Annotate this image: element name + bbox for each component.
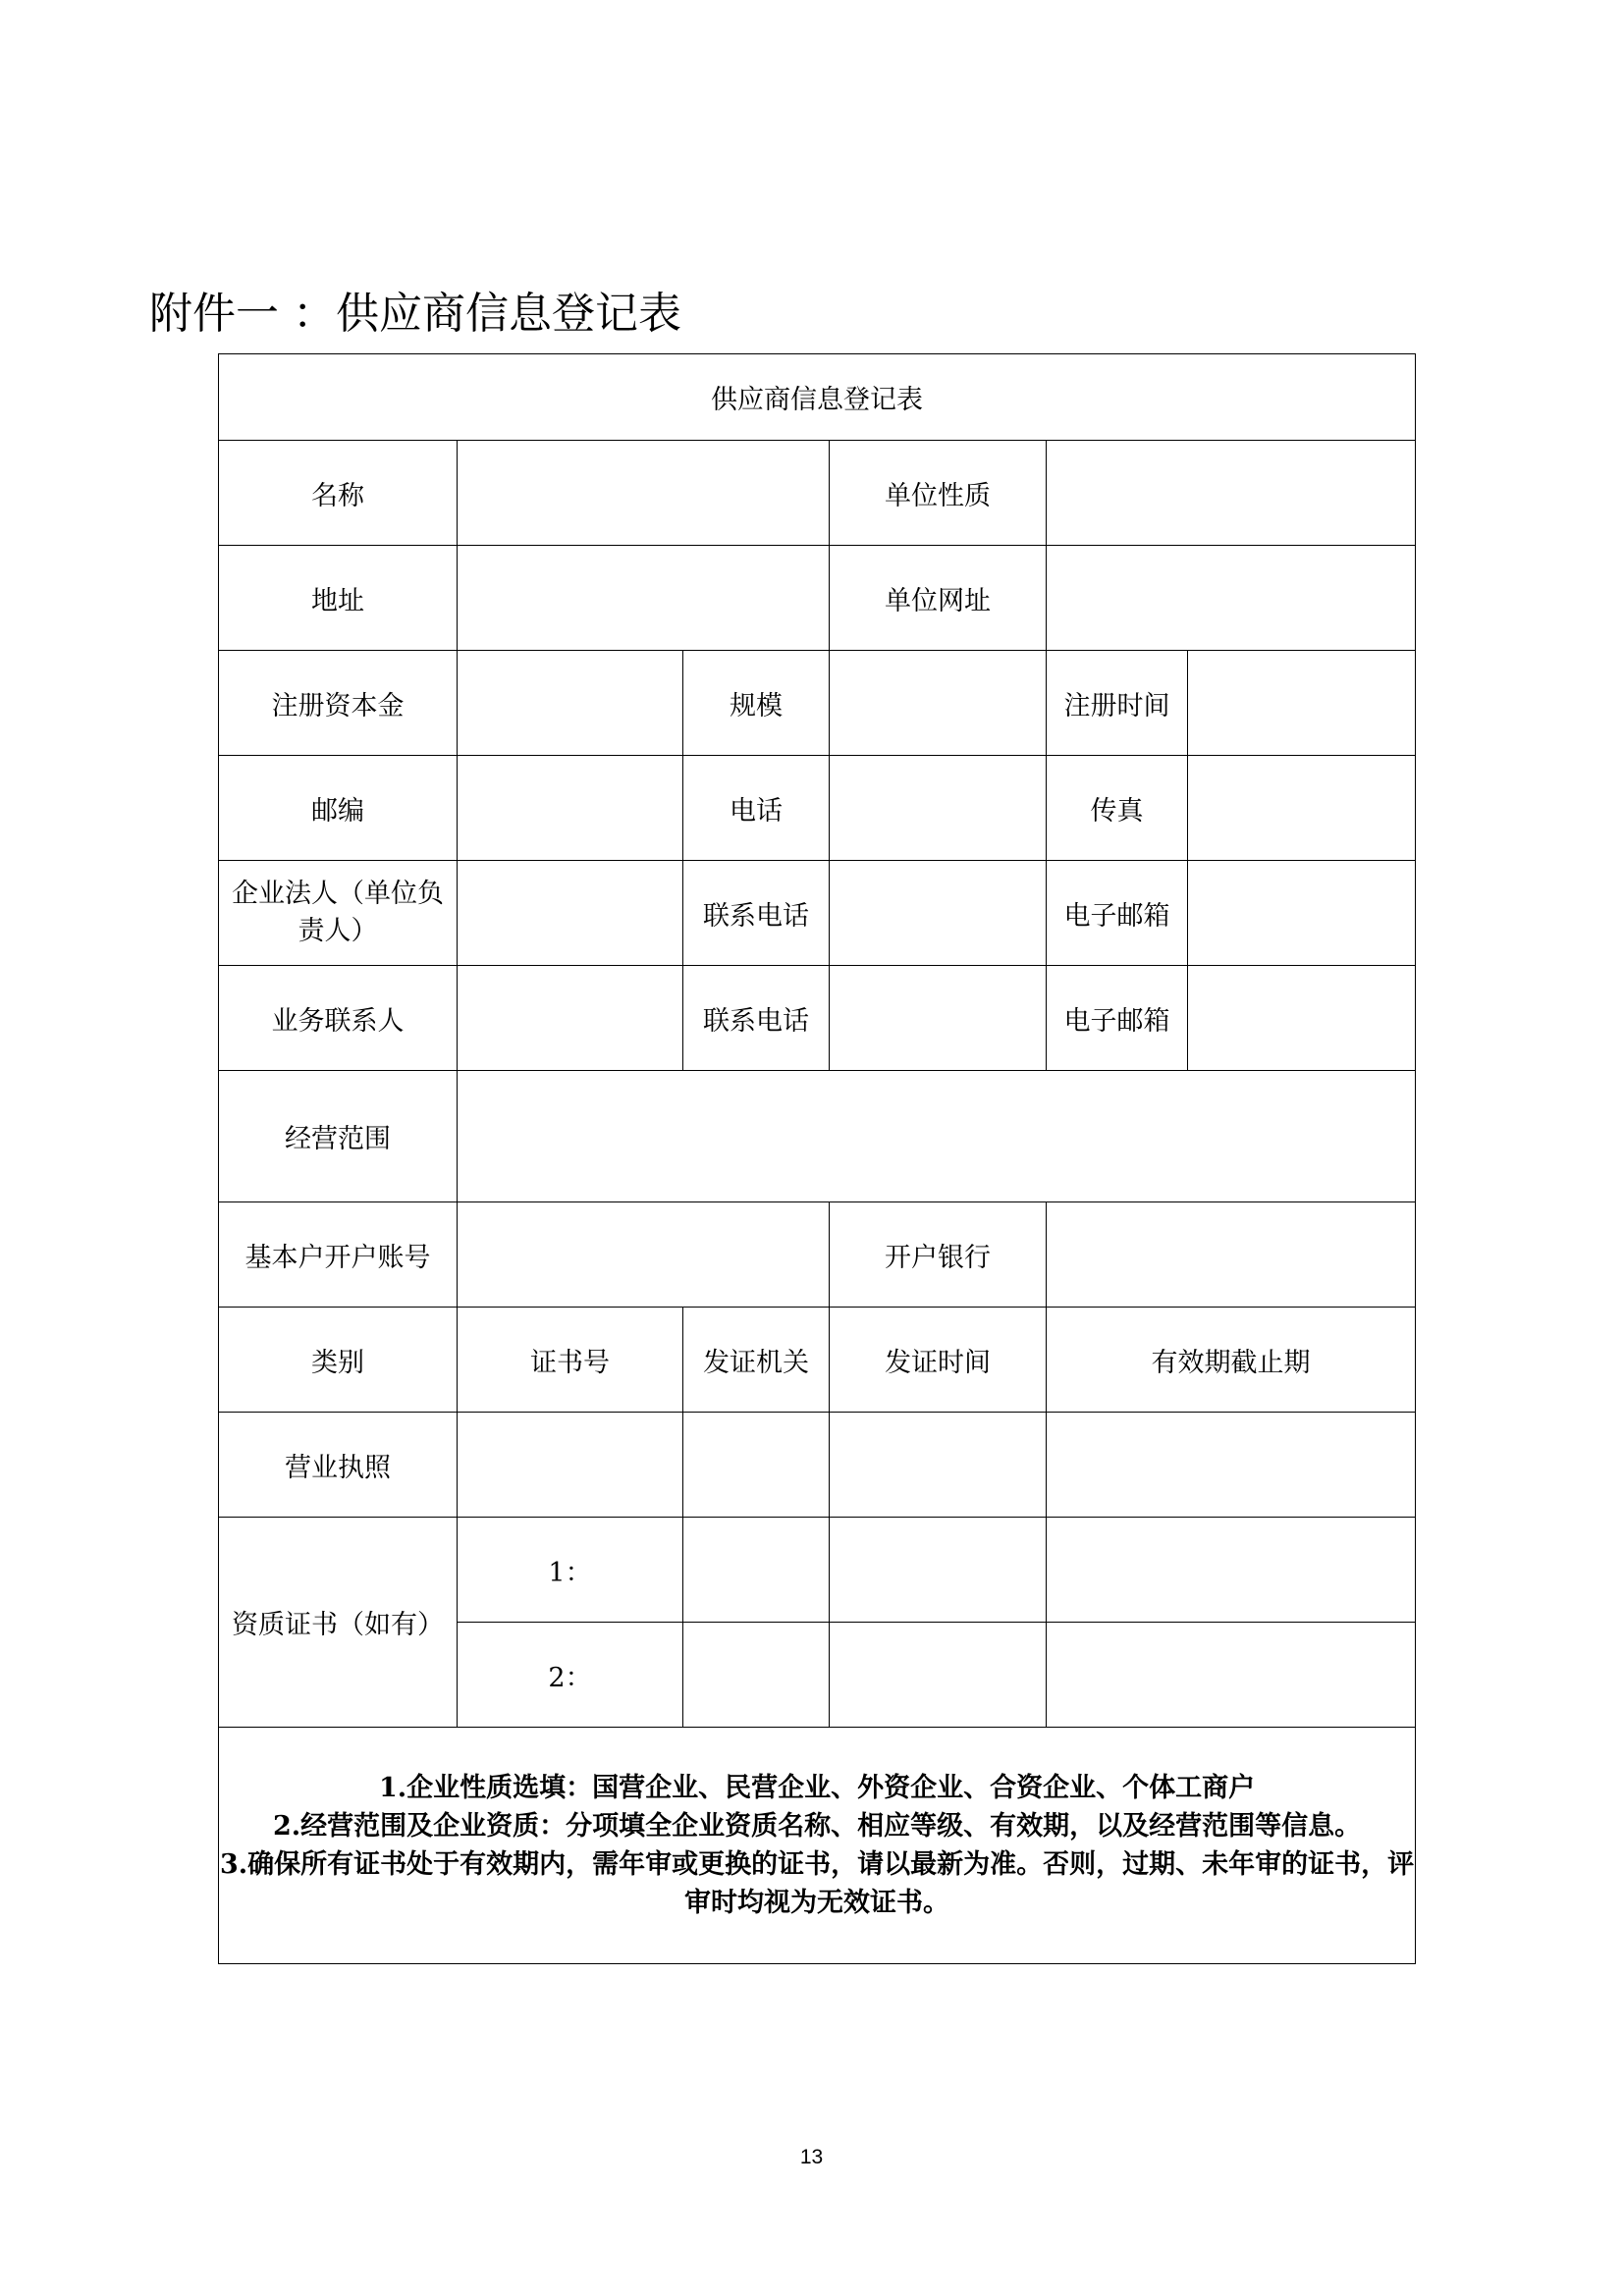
scale-field[interactable] bbox=[830, 651, 1047, 756]
phone-field[interactable] bbox=[830, 756, 1047, 861]
registered-capital-label: 注册资本金 bbox=[219, 651, 458, 756]
cert-header-issuer: 发证机关 bbox=[683, 1308, 830, 1413]
business-contact-email-field[interactable] bbox=[1188, 966, 1416, 1071]
unit-nature-label: 单位性质 bbox=[830, 441, 1047, 546]
business-contact-field[interactable] bbox=[458, 966, 683, 1071]
note-item: 1.企业性质选填：国营企业、民营企业、外资企业、合资企业、个体工商户 bbox=[378, 1773, 1256, 1803]
business-license-label: 营业执照 bbox=[219, 1413, 458, 1518]
unit-nature-field[interactable] bbox=[1047, 441, 1416, 546]
table-title: 供应商信息登记表 bbox=[219, 354, 1416, 441]
phone-label: 电话 bbox=[683, 756, 830, 861]
qualification-1-expiry-field[interactable] bbox=[1047, 1518, 1416, 1623]
qualification-item-1[interactable]: 1： bbox=[458, 1518, 683, 1623]
business-contact-phone-label: 联系电话 bbox=[683, 966, 830, 1071]
cert-header-category: 类别 bbox=[219, 1308, 458, 1413]
name-label: 名称 bbox=[219, 441, 458, 546]
qualification-item-2[interactable]: 2： bbox=[458, 1623, 683, 1728]
note-item: 3.确保所有证书处于有效期内，需年审或更换的证书，请以最新为准。否则，过期、未年审的证书，评审时均视为无效证书。 bbox=[219, 1849, 1415, 1918]
qualification-1-issuer-field[interactable] bbox=[683, 1518, 830, 1623]
qualification-label: 资质证书（如有） bbox=[219, 1518, 458, 1728]
business-scope-label: 经营范围 bbox=[219, 1071, 458, 1202]
supplier-registration-table bbox=[218, 353, 1416, 1964]
business-license-issuer-field[interactable] bbox=[683, 1413, 830, 1518]
business-license-issue-date-field[interactable] bbox=[830, 1413, 1047, 1518]
business-contact-phone-field[interactable] bbox=[830, 966, 1047, 1071]
scale-label: 规模 bbox=[683, 651, 830, 756]
legal-person-label: 企业法人（单位负责人） bbox=[219, 861, 458, 966]
bank-field[interactable] bbox=[1047, 1202, 1416, 1308]
bank-label: 开户银行 bbox=[830, 1202, 1047, 1308]
notes-cell bbox=[219, 1728, 1416, 1964]
registered-capital-field[interactable] bbox=[458, 651, 683, 756]
fax-label: 传真 bbox=[1047, 756, 1188, 861]
business-scope-field[interactable] bbox=[458, 1071, 1416, 1202]
name-field[interactable] bbox=[458, 441, 830, 546]
cert-header-expiry: 有效期截止期 bbox=[1047, 1308, 1416, 1413]
business-license-expiry-field[interactable] bbox=[1047, 1413, 1416, 1518]
page-heading: 附件一 ：供应商信息登记表 bbox=[149, 289, 681, 339]
page-number: 13 bbox=[799, 2146, 824, 2168]
postcode-label: 邮编 bbox=[219, 756, 458, 861]
account-label: 基本户开户账号 bbox=[219, 1202, 458, 1308]
account-field[interactable] bbox=[458, 1202, 830, 1308]
cert-header-number: 证书号 bbox=[458, 1308, 683, 1413]
business-contact-email-label: 电子邮箱 bbox=[1047, 966, 1188, 1071]
legal-person-phone-field[interactable] bbox=[830, 861, 1047, 966]
legal-person-email-field[interactable] bbox=[1188, 861, 1416, 966]
cert-header-issue-date: 发证时间 bbox=[830, 1308, 1047, 1413]
fax-field[interactable] bbox=[1188, 756, 1416, 861]
qualification-1-issue-date-field[interactable] bbox=[830, 1518, 1047, 1623]
legal-person-phone-label: 联系电话 bbox=[683, 861, 830, 966]
business-license-number-field[interactable] bbox=[458, 1413, 683, 1518]
business-contact-label: 业务联系人 bbox=[219, 966, 458, 1071]
address-field[interactable] bbox=[458, 546, 830, 651]
legal-person-field[interactable] bbox=[458, 861, 683, 966]
website-field[interactable] bbox=[1047, 546, 1416, 651]
qualification-2-expiry-field[interactable] bbox=[1047, 1623, 1416, 1728]
registration-time-field[interactable] bbox=[1188, 651, 1416, 756]
address-label: 地址 bbox=[219, 546, 458, 651]
qualification-2-issuer-field[interactable] bbox=[683, 1623, 830, 1728]
qualification-2-issue-date-field[interactable] bbox=[830, 1623, 1047, 1728]
note-item: 2.经营范围及企业资质：分项填全企业资质名称、相应等级、有效期，以及经营范围等信息。 bbox=[272, 1811, 1362, 1842]
postcode-field[interactable] bbox=[458, 756, 683, 861]
registration-time-label: 注册时间 bbox=[1047, 651, 1188, 756]
legal-person-email-label: 电子邮箱 bbox=[1047, 861, 1188, 966]
website-label: 单位网址 bbox=[830, 546, 1047, 651]
